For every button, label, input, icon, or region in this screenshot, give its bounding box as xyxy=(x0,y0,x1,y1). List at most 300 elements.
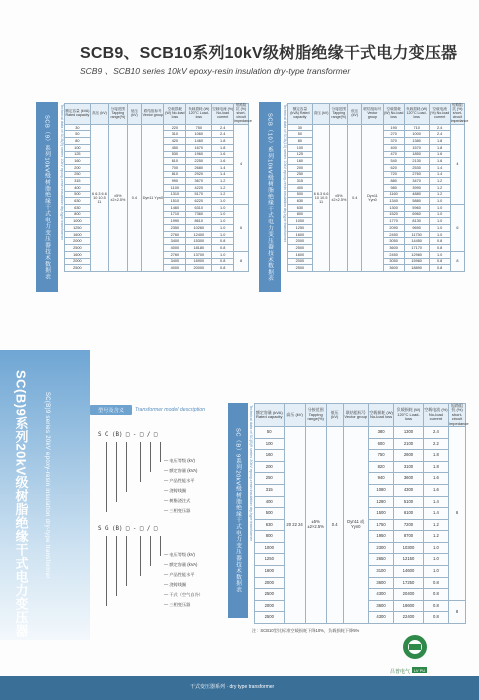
vector-group-cell: Dyn11 或 Yyn0 xyxy=(343,426,368,623)
load-loss-cell: 4880 xyxy=(404,191,429,198)
no-load-loss-cell: 810 xyxy=(164,171,186,178)
capacity-cell: 200 xyxy=(255,461,285,473)
load-loss-cell: 17170 xyxy=(404,245,429,252)
table-a-side-label: SCB（9）系列10kV级树脂绝缘干式电力变压器技术数据表 xyxy=(36,102,58,292)
capacity-cell: 250 xyxy=(288,171,313,178)
load-loss-cell: 22400 xyxy=(394,612,424,624)
company-tag: LV PU xyxy=(414,667,426,673)
table-b-side-label-en: Technical data of SCB(10) series 10kV epoxy-resin insulation dry-type transformer xyxy=(283,104,287,243)
impedance-cell: 6 xyxy=(449,426,466,600)
no-load-loss-cell: 990 xyxy=(164,178,186,185)
column-header: 额定容量 (kVA) Rated capacity xyxy=(288,104,313,125)
table-c xyxy=(254,403,469,624)
capacity-cell: 2000 xyxy=(255,600,285,612)
model-label: — 产品性能水平 xyxy=(164,572,195,577)
load-loss-cell: 6100 xyxy=(394,508,424,520)
no-load-loss-cell: 4300 xyxy=(368,589,393,601)
capacity-cell: 80 xyxy=(65,138,91,145)
capacity-cell: 1600 xyxy=(65,251,91,258)
load-loss-cell: 1850 xyxy=(404,151,429,158)
no-load-current-cell: 1.8 xyxy=(429,138,450,145)
capacity-cell: 2000 xyxy=(288,258,313,265)
no-load-loss-cell: 530 xyxy=(164,151,186,158)
load-loss-cell: 4300 xyxy=(394,484,424,496)
load-loss-cell: 8610 xyxy=(186,218,212,225)
model-label: — 电压等级 (kV) xyxy=(164,458,195,463)
no-load-current-cell: 1.8 xyxy=(423,461,448,473)
footnote: 注：SCB10型比标准空载损耗下降10%，负载损耗下降5% xyxy=(252,628,360,633)
impedance-cell: 4 xyxy=(450,124,464,204)
no-load-loss-cell: 2300 xyxy=(368,542,393,554)
no-load-loss-cell: 600 xyxy=(368,438,393,450)
no-load-current-cell: 0.8 xyxy=(429,245,450,252)
table-header-row xyxy=(288,104,465,125)
no-load-loss-cell: 1510 xyxy=(164,198,186,205)
no-load-current-cell: 1.2 xyxy=(423,519,448,531)
capacity-cell: 2500 xyxy=(65,265,91,272)
column-header: 负载损耗 (W) 120°C Load-loss xyxy=(186,104,212,125)
capacity-cell: 50 xyxy=(65,131,91,138)
load-loss-cell: 1060 xyxy=(186,131,212,138)
model-code-2: S G (B) □ - □ / □ xyxy=(98,526,158,532)
no-load-loss-cell: 3100 xyxy=(368,566,393,578)
load-loss-cell: 14450 xyxy=(404,238,429,245)
capacity-cell: 2000 xyxy=(255,577,285,589)
no-load-current-cell: 1.0 xyxy=(212,231,234,238)
column-header: 负载损耗 (W) 120°C Load-loss xyxy=(404,104,429,125)
no-load-current-cell: 1.0 xyxy=(212,211,234,218)
no-load-current-cell: 1.0 xyxy=(423,554,448,566)
capacity-cell: 200 xyxy=(65,164,91,171)
capacity-cell: 160 xyxy=(288,158,313,165)
capacity-cell: 315 xyxy=(255,484,285,496)
column-header: 空载损耗 (W) No-load loss xyxy=(368,404,393,427)
load-loss-cell: 3990 xyxy=(404,184,429,191)
model-label: — 树脂浇注式 xyxy=(164,498,191,503)
capacity-cell: 630 xyxy=(65,205,91,212)
load-loss-cell: 2760 xyxy=(404,171,429,178)
load-loss-cell: 12400 xyxy=(186,231,212,238)
load-loss-cell: 2920 xyxy=(186,171,212,178)
tap-cell: ±5% ±2×2.5% xyxy=(330,124,348,271)
no-load-loss-cell: 450 xyxy=(164,144,186,151)
no-load-loss-cell: 2090 xyxy=(383,225,404,232)
lv-cell: 0.4 xyxy=(326,426,343,623)
load-loss-cell: 16900 xyxy=(186,258,212,265)
table-c-grid xyxy=(254,403,469,624)
no-load-loss-cell: 540 xyxy=(383,158,404,165)
table-row xyxy=(65,124,249,131)
no-load-loss-cell: 1710 xyxy=(164,211,186,218)
no-load-loss-cell: 1310 xyxy=(164,191,186,198)
no-load-loss-cell: 700 xyxy=(164,164,186,171)
capacity-cell: 2500 xyxy=(288,245,313,252)
no-load-loss-cell: 4300 xyxy=(368,612,393,624)
no-load-current-cell: 1.6 xyxy=(429,151,450,158)
tap-cell: ±5% ±2×2.5% xyxy=(109,124,127,271)
load-loss-cell: 2600 xyxy=(394,450,424,462)
no-load-loss-cell: 1080 xyxy=(368,484,393,496)
no-load-current-cell: 0.8 xyxy=(429,258,450,265)
no-load-current-cell: 1.4 xyxy=(212,171,234,178)
load-loss-cell: 3600 xyxy=(394,473,424,485)
series-vertical-title-en: SC(B)9 series 20kV epoxy-resin insulation dry-type transformer xyxy=(44,392,50,579)
capacity-cell: 1250 xyxy=(65,225,91,232)
model-label: — 三相变压器 xyxy=(164,602,191,607)
column-header: 联结组标号 Vector group xyxy=(362,104,383,125)
no-load-current-cell: 0.8 xyxy=(212,265,234,272)
no-load-loss-cell: 720 xyxy=(383,171,404,178)
load-loss-cell: 10260 xyxy=(186,225,212,232)
no-load-current-cell: 1.0 xyxy=(212,198,234,205)
load-loss-cell: 15300 xyxy=(186,238,212,245)
load-loss-cell: 13700 xyxy=(186,251,212,258)
tap-cell: ±5% ±2×2.5% xyxy=(305,426,326,623)
model-label: — 产品性能水平 xyxy=(164,478,195,483)
no-load-loss-cell: 220 xyxy=(164,124,186,131)
no-load-current-cell: 1.6 xyxy=(423,473,448,485)
no-load-loss-cell: 1100 xyxy=(164,184,186,191)
load-loss-cell: 1460 xyxy=(186,138,212,145)
load-loss-cell: 6220 xyxy=(186,198,212,205)
capacity-cell: 400 xyxy=(255,496,285,508)
capacity-cell: 2000 xyxy=(65,238,91,245)
model-diagram xyxy=(92,424,220,624)
load-loss-cell: 710 xyxy=(404,124,429,131)
capacity-cell: 50 xyxy=(288,131,313,138)
column-header: 低压 (kV) xyxy=(326,404,343,427)
no-load-current-cell: 1.2 xyxy=(212,178,234,185)
table-b xyxy=(287,103,469,272)
capacity-cell: 1000 xyxy=(288,218,313,225)
load-loss-cell: 5960 xyxy=(404,205,429,212)
column-header: 分接范围 Tapping range(%) xyxy=(305,404,326,427)
capacity-cell: 2500 xyxy=(288,265,313,272)
no-load-loss-cell: 2450 xyxy=(383,231,404,238)
model-label: — 浇铸线圈 xyxy=(164,488,187,493)
model-label: — 电压等级 (kV) xyxy=(164,552,195,557)
model-label: — 浇铸线圈 xyxy=(164,582,187,587)
no-load-current-cell: 1.0 xyxy=(429,218,450,225)
capacity-cell: 500 xyxy=(65,191,91,198)
load-loss-cell: 7200 xyxy=(394,519,424,531)
no-load-current-cell: 1.0 xyxy=(429,251,450,258)
column-header: 短路阻抗 (%) short-circuit impedance xyxy=(234,103,252,123)
table-a xyxy=(64,103,252,272)
column-header: 联结组标号 Vector group xyxy=(343,404,368,427)
capacity-cell: 30 xyxy=(65,124,91,131)
no-load-current-cell: 1.2 xyxy=(429,184,450,191)
column-header: 负载损耗 (W) 120°C Load-loss xyxy=(394,404,424,427)
no-load-loss-cell: 1990 xyxy=(164,218,186,225)
no-load-current-cell: 1.2 xyxy=(212,191,234,198)
company-logo-icon xyxy=(395,632,435,662)
no-load-current-cell: 2.4 xyxy=(423,426,448,438)
model-description-en: Transformer model description xyxy=(135,407,205,413)
table-a-grid xyxy=(64,103,252,272)
capacity-cell: 30 xyxy=(288,124,313,131)
capacity-cell: 400 xyxy=(288,184,313,191)
table-row xyxy=(288,124,465,131)
capacity-cell: 125 xyxy=(288,151,313,158)
no-load-current-cell: 1.6 xyxy=(212,158,234,165)
no-load-loss-cell: 610 xyxy=(164,158,186,165)
no-load-current-cell: 1.0 xyxy=(429,231,450,238)
no-load-loss-cell: 750 xyxy=(368,450,393,462)
no-load-loss-cell: 1460 xyxy=(164,205,186,212)
no-load-current-cell: 2.4 xyxy=(212,131,234,138)
no-load-current-cell: 1.2 xyxy=(429,178,450,185)
no-load-loss-cell: 3400 xyxy=(164,258,186,265)
capacity-cell: 80 xyxy=(288,138,313,145)
vector-group-cell: Dyn11 Yyn0 xyxy=(142,124,164,271)
column-header: 低压 (kV) xyxy=(348,104,362,125)
column-header: 空载损耗 (W) No-load loss xyxy=(164,104,186,125)
no-load-current-cell: 1.0 xyxy=(212,218,234,225)
capacity-cell: 315 xyxy=(65,178,91,185)
load-loss-cell: 1670 xyxy=(186,144,212,151)
table-b-side-label: SCB（10）系列10kV级树脂绝缘干式电力变压器技术数据表 xyxy=(259,102,281,292)
column-header: 分接范围 Tapping range(%) xyxy=(109,104,127,125)
no-load-current-cell: 0.8 xyxy=(212,238,234,245)
no-load-loss-cell: 2450 xyxy=(383,251,404,258)
column-header: 低压 (kV) xyxy=(127,104,142,125)
model-label: — 三相变压器 xyxy=(164,508,191,513)
no-load-current-cell: 0.8 xyxy=(429,265,450,272)
no-load-current-cell: 0.8 xyxy=(429,238,450,245)
load-loss-cell: 5170 xyxy=(186,191,212,198)
no-load-loss-cell: 3600 xyxy=(368,577,393,589)
load-loss-cell: 2100 xyxy=(394,438,424,450)
model-label: — 干式（空气自冷） xyxy=(164,592,203,597)
no-load-current-cell: 1.6 xyxy=(429,158,450,165)
load-loss-cell: 7360 xyxy=(186,211,212,218)
load-loss-cell: 10300 xyxy=(394,542,424,554)
page-subtitle: SCB9 、SCB10 series 10kV epoxy-resin insulation dry-type transformer xyxy=(80,66,351,76)
no-load-current-cell: 1.8 xyxy=(212,138,234,145)
capacity-cell: 200 xyxy=(288,164,313,171)
impedance-cell: 6 xyxy=(450,205,464,252)
no-load-loss-cell: 3600 xyxy=(368,600,393,612)
column-header: 空载电流 (%) No-load current xyxy=(212,104,234,125)
no-load-current-cell: 0.8 xyxy=(423,600,448,612)
no-load-current-cell: 1.0 xyxy=(423,566,448,578)
load-loss-cell: 1000 xyxy=(404,131,429,138)
no-load-loss-cell: 470 xyxy=(383,151,404,158)
no-load-loss-cell: 1750 xyxy=(368,519,393,531)
no-load-current-cell: 1.8 xyxy=(429,144,450,151)
no-load-loss-cell: 400 xyxy=(383,144,404,151)
no-load-loss-cell: 820 xyxy=(368,461,393,473)
no-load-loss-cell: 620 xyxy=(383,164,404,171)
hv-cell: 20 22 24 xyxy=(284,426,305,623)
column-header: 短路阻抗 (%) short-circuit impedance xyxy=(449,403,469,426)
load-loss-cell: 2130 xyxy=(404,158,429,165)
load-loss-cell: 1960 xyxy=(186,151,212,158)
model-code-1: S C (B) □ - □ / □ xyxy=(98,432,158,438)
no-load-current-cell: 1.8 xyxy=(423,450,448,462)
load-loss-cell: 3470 xyxy=(404,178,429,185)
column-header: 高压 (kV) xyxy=(312,104,330,125)
load-loss-cell: 3670 xyxy=(186,178,212,185)
capacity-cell: 100 xyxy=(255,438,285,450)
lv-cell: 0.4 xyxy=(348,124,362,271)
capacity-cell: 315 xyxy=(288,178,313,185)
column-header: 联结组标号 Vector group xyxy=(142,104,164,125)
no-load-current-cell: 1.0 xyxy=(212,225,234,232)
no-load-current-cell: 0.8 xyxy=(423,577,448,589)
impedance-cell: 8 xyxy=(234,251,249,271)
no-load-loss-cell: 880 xyxy=(383,178,404,185)
no-load-loss-cell: 1500 xyxy=(368,508,393,520)
load-loss-cell: 18180 xyxy=(186,245,212,252)
no-load-current-cell: 2.2 xyxy=(423,438,448,450)
load-loss-cell: 3100 xyxy=(394,461,424,473)
load-loss-cell: 2250 xyxy=(186,158,212,165)
capacity-cell: 160 xyxy=(255,450,285,462)
column-header: 分接范围 Tapping range(%) xyxy=(330,104,348,125)
no-load-current-cell: 1.0 xyxy=(429,205,450,212)
no-load-loss-cell: 4000 xyxy=(164,265,186,272)
no-load-loss-cell: 1770 xyxy=(383,218,404,225)
no-load-loss-cell: 1280 xyxy=(368,496,393,508)
no-load-loss-cell: 310 xyxy=(164,131,186,138)
no-load-loss-cell: 940 xyxy=(368,473,393,485)
load-loss-cell: 2680 xyxy=(186,164,212,171)
capacity-cell: 630 xyxy=(255,519,285,531)
no-load-loss-cell: 2760 xyxy=(164,231,186,238)
no-load-loss-cell: 380 xyxy=(368,426,393,438)
hv-cell: 6 6.3 6.6 10 10.5 11 xyxy=(312,124,330,271)
vector-group-cell: Dyn11 Yyn0 xyxy=(362,124,383,271)
impedance-cell: 8 xyxy=(449,600,466,623)
column-header: 高压 (kV) xyxy=(284,404,305,427)
company-brand: 吕普电气 xyxy=(390,669,411,675)
column-header: 额定容量 (kVA) Rated capacity xyxy=(255,404,285,427)
no-load-current-cell: 1.4 xyxy=(423,508,448,520)
no-load-current-cell: 1.4 xyxy=(429,164,450,171)
load-loss-cell: 15960 xyxy=(404,258,429,265)
load-loss-cell: 20400 xyxy=(394,589,424,601)
table-row xyxy=(255,426,466,438)
load-loss-cell: 750 xyxy=(186,124,212,131)
table-header-row xyxy=(255,404,466,427)
table-b-grid xyxy=(287,103,469,272)
no-load-current-cell: 1.6 xyxy=(423,484,448,496)
hv-cell: 6 6.3 6.6 10 10.5 11 xyxy=(90,124,108,271)
capacity-cell: 630 xyxy=(288,198,313,205)
model-description-tab: 型号及含义 xyxy=(90,405,132,415)
load-loss-cell: 5880 xyxy=(404,198,429,205)
capacity-cell: 250 xyxy=(65,171,91,178)
impedance-cell: 6 xyxy=(234,205,249,252)
no-load-loss-cell: 1340 xyxy=(383,198,404,205)
capacity-cell: 800 xyxy=(255,531,285,543)
load-loss-cell: 4220 xyxy=(186,184,212,191)
no-load-current-cell: 1.2 xyxy=(429,191,450,198)
no-load-current-cell: 0.8 xyxy=(423,589,448,601)
column-header: 空载损耗 (W) No-load loss xyxy=(383,104,404,125)
load-loss-cell: 12960 xyxy=(404,251,429,258)
model-label: — 额定容量 (kVA) xyxy=(164,468,198,473)
no-load-loss-cell: 190 xyxy=(383,124,404,131)
no-load-current-cell: 1.6 xyxy=(212,151,234,158)
capacity-cell: 2500 xyxy=(65,245,91,252)
column-header: 空载电流 (%) No-load current xyxy=(429,104,450,125)
capacity-cell: 125 xyxy=(65,151,91,158)
column-header: 短路阻抗 (%) short-circuit impedance xyxy=(450,103,469,123)
capacity-cell: 1600 xyxy=(255,566,285,578)
capacity-cell: 800 xyxy=(288,211,313,218)
no-load-current-cell: 1.4 xyxy=(423,496,448,508)
load-loss-cell: 11730 xyxy=(404,231,429,238)
no-load-current-cell: 2.4 xyxy=(212,124,234,131)
load-loss-cell: 12150 xyxy=(394,554,424,566)
no-load-current-cell: 0.8 xyxy=(212,245,234,252)
load-loss-cell: 18890 xyxy=(404,265,429,272)
capacity-cell: 2500 xyxy=(255,612,285,624)
load-loss-cell: 17250 xyxy=(394,577,424,589)
load-loss-cell: 14600 xyxy=(394,566,424,578)
load-loss-cell: 6310 xyxy=(186,205,212,212)
table-a-side-label-en: Technical data of SCB(9) series 10kV epoxy-resin insulation dry-type transformer xyxy=(60,104,64,240)
no-load-current-cell: 2.4 xyxy=(429,124,450,131)
capacity-cell: 630 xyxy=(65,198,91,205)
no-load-current-cell: 1.4 xyxy=(212,164,234,171)
no-load-current-cell: 0.8 xyxy=(212,258,234,265)
capacity-cell: 2000 xyxy=(65,258,91,265)
no-load-current-cell: 1.0 xyxy=(429,211,450,218)
load-loss-cell: 6960 xyxy=(404,211,429,218)
no-load-loss-cell: 3600 xyxy=(383,245,404,252)
capacity-cell: 250 xyxy=(255,473,285,485)
no-load-loss-cell: 1950 xyxy=(368,531,393,543)
no-load-current-cell: 1.0 xyxy=(423,542,448,554)
load-loss-cell: 9690 xyxy=(404,225,429,232)
no-load-loss-cell: 2650 xyxy=(368,554,393,566)
impedance-cell: 4 xyxy=(234,124,249,204)
load-loss-cell: 8700 xyxy=(394,531,424,543)
no-load-current-cell: 1.0 xyxy=(429,225,450,232)
page-title: SCB9、SCB10系列10kV级树脂绝缘干式电力变压器 xyxy=(80,45,458,62)
capacity-cell: 160 xyxy=(65,158,91,165)
capacity-cell: 800 xyxy=(65,211,91,218)
table-c-side-label: SC（B）9系列20kV级树脂绝缘干式电力变压器技术数据表 xyxy=(228,403,248,618)
no-load-current-cell: 1.8 xyxy=(212,144,234,151)
column-header: 高压 (kV) xyxy=(90,104,108,125)
capacity-cell: 2000 xyxy=(288,238,313,245)
no-load-current-cell: 1.0 xyxy=(212,251,234,258)
lv-cell: 0.4 xyxy=(127,124,142,271)
no-load-loss-cell: 2350 xyxy=(164,225,186,232)
no-load-loss-cell: 1160 xyxy=(383,191,404,198)
load-loss-cell: 1570 xyxy=(404,144,429,151)
capacity-cell: 1000 xyxy=(65,218,91,225)
capacity-cell: 100 xyxy=(65,144,91,151)
no-load-current-cell: 1.0 xyxy=(429,198,450,205)
no-load-current-cell: 1.4 xyxy=(429,171,450,178)
load-loss-cell: 5100 xyxy=(394,496,424,508)
impedance-cell: 8 xyxy=(450,251,464,271)
load-loss-cell: 18600 xyxy=(394,600,424,612)
capacity-cell: 1250 xyxy=(255,554,285,566)
no-load-loss-cell: 3050 xyxy=(383,238,404,245)
no-load-loss-cell: 980 xyxy=(383,184,404,191)
column-header: 空载电流 (%) No-load current xyxy=(423,404,448,427)
no-load-loss-cell: 1520 xyxy=(383,211,404,218)
no-load-loss-cell: 3600 xyxy=(383,265,404,272)
load-loss-cell: 2530 xyxy=(404,164,429,171)
